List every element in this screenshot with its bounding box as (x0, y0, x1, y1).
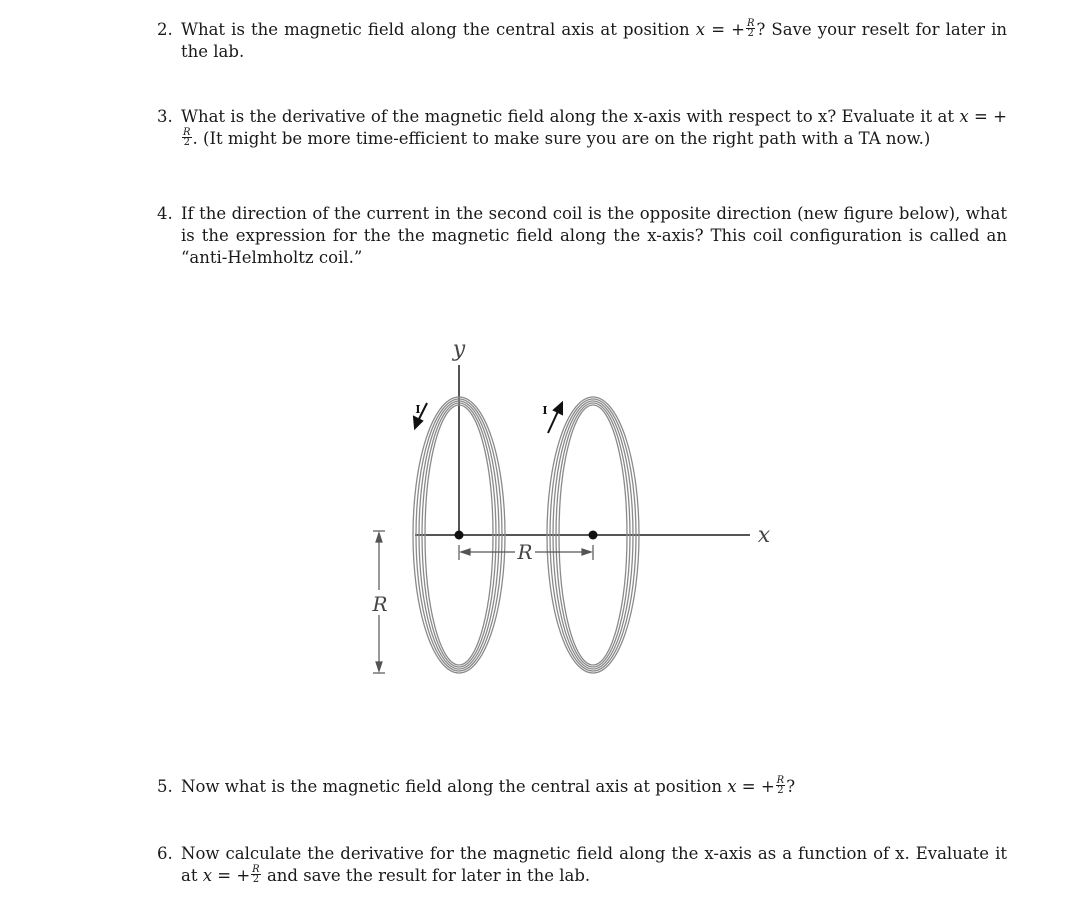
fraction: $\frac{R}{2}$ (746, 18, 755, 39)
left-center-point (455, 531, 464, 540)
left-current-label: I (415, 403, 421, 416)
right-current-arrow (548, 403, 562, 433)
math-expression: x = + (695, 20, 745, 39)
x-axis-label: x (757, 523, 771, 548)
math-expression: x = + (727, 777, 775, 796)
question-text: If the direction of the current in the second coil is the opposite direction (new figure below), what is the expression for the the magnetic field along the x-axis? This coil configuration is called an “anti-Helmholtz coil.” (181, 204, 1007, 267)
question-text: What is the derivative of the magnetic field along the x-axis with respect to x? Evaluate it at x = + $\frac{R}{2}$ . (It might be more time-efficient to make sure you are on the right path with a TA now.) (181, 107, 1007, 148)
question-number: 5. (157, 777, 173, 796)
y-axis-label: y (452, 337, 466, 362)
question-5 (157, 776, 1007, 798)
question-text: Now what is the magnetic field along the central axis at position x = + $\frac{R}{2}$ ? (181, 775, 796, 796)
anti-helmholtz-figure (355, 330, 785, 680)
question-3 (157, 106, 1007, 150)
math-expression: x = + (959, 107, 1007, 126)
fraction: $\frac{R}{2}$ (252, 864, 260, 885)
question-number: 6. (157, 844, 173, 863)
question-text: Now calculate the derivative for the magnetic field along the x-axis as a function of x. Evaluate it at x = + $\frac{R}{2}$ and save the result for later in the lab. (181, 844, 1007, 885)
question-2 (157, 19, 1007, 63)
question-4 (157, 203, 1007, 269)
fraction: $\frac{R}{2}$ (183, 127, 191, 148)
question-number: 4. (157, 204, 173, 223)
fraction: $\frac{R}{2}$ (776, 775, 785, 796)
question-6 (157, 843, 1007, 887)
spacing-label: R (517, 540, 533, 564)
right-current-label: I (542, 404, 548, 417)
right-center-point (589, 531, 598, 540)
question-number: 3. (157, 107, 173, 126)
question-number: 2. (157, 20, 173, 39)
math-expression: x = + (202, 866, 251, 885)
question-text: What is the magnetic field along the central axis at position x = + $\frac{R}{2}$ ? Save your reselt for later in the lab. (181, 18, 1007, 61)
radius-label: R (372, 592, 388, 616)
